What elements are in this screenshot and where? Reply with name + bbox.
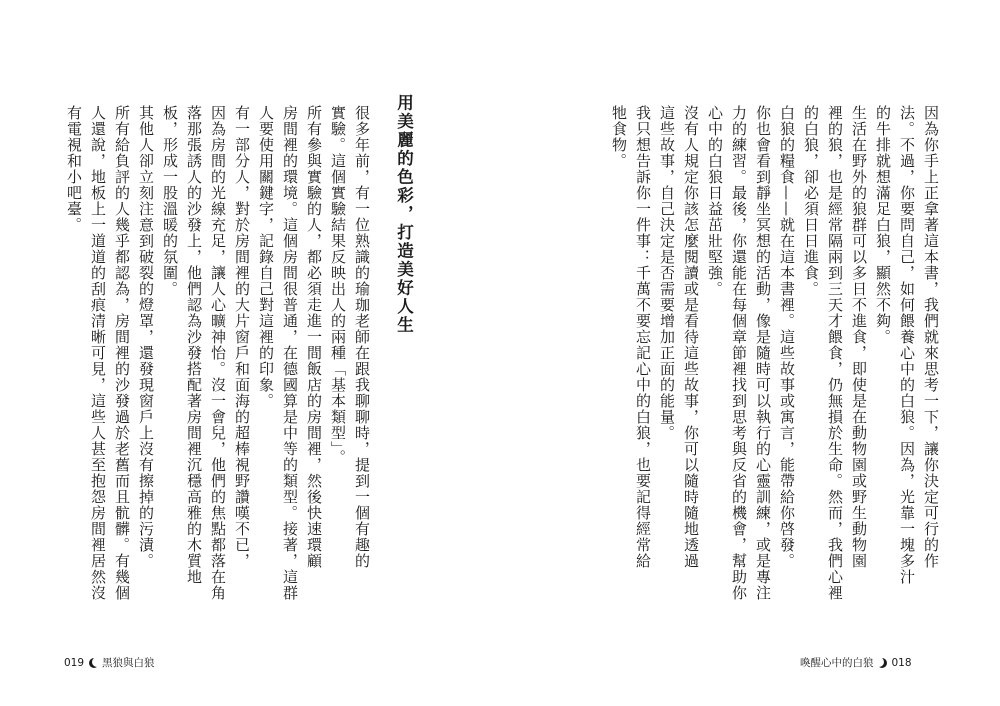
text-column: 板，形成一股溫暖的氛圍。: [161, 105, 179, 297]
text-column: 裡的狼，也是經常隔兩到三天才餵食，仍無損於生命。然而，我們心裡: [826, 105, 844, 601]
running-title: 喚醒心中的白狼: [800, 657, 874, 669]
text-column: 白狼的糧食——就在這本書裡。這些故事或寓言，能帶給你啓發。: [778, 105, 796, 569]
text-column: 心中的白狼日益茁壯堅強。: [706, 105, 724, 297]
page-footer-left: [64, 655, 155, 670]
text-column: 很多年前，有一位熟識的瑜珈老師在跟我聊聊時，提到一個有趣的: [353, 105, 371, 569]
section-heading: 用美麗的色彩，打造美好人生: [394, 94, 414, 335]
text-column: 力的練習。最後，你還能在每個章節裡找到思考與反省的機會，幫助你: [730, 105, 748, 601]
text-column: 因為房間的光線充足，讓人心曠神怡。沒一會兒，他們的焦點都落在角: [209, 105, 227, 601]
text-column: 因為你手上正拿著這本書，我們就來思考一下，讓你決定可行的作: [922, 105, 940, 569]
text-column: 實驗。這個實驗結果反映出人的兩種「基本類型」。: [329, 105, 347, 466]
text-column: 我只想告訴你一件事：千萬不要忘記心中的白狼，也要記得經常給: [634, 105, 652, 569]
text-column: 其他人卻立刻注意到破裂的燈罩，還發現窗戶上沒有擦掉的污漬。: [137, 105, 155, 569]
crescent-moon-icon: [89, 658, 97, 668]
text-column: 所有給負評的人幾乎都認為，房間裡的沙發過於老舊而且骯髒。有幾個: [113, 105, 131, 601]
text-column: 的白狼，卻必須日日進食。: [802, 105, 820, 297]
text-column: 人要使用關鍵字，記錄自己對這裡的印象。: [257, 105, 275, 409]
text-column: 房間裡的環境。這個房間很普通，在德國算是中等的類型。接著，這群: [281, 105, 299, 601]
text-column: 有電視和小吧臺。: [65, 105, 83, 233]
text-column: 牠食物。: [610, 105, 628, 169]
page-number: 018: [891, 656, 912, 669]
text-column: 所有參與實驗的人，都必須走進一間飯店的房間裡，然後快速環顧: [305, 105, 323, 569]
text-column: 你也會看到靜坐冥想的活動，像是隨時可以執行的心靈訓練，或是專注: [754, 105, 772, 601]
text-column: 生活在野外的狼群可以多日不進食，即使是在動物園或野生動物園: [850, 105, 868, 569]
text-column: 這些故事，自己決定是否需要增加正面的能量。: [658, 105, 676, 441]
page-footer-right: [800, 655, 912, 670]
page-number: 019: [64, 656, 85, 669]
right-page: [500, 0, 1000, 706]
text-column: 法。不過，你要問自己，如何餵養心中的白狼。因為，光靠一塊多汁: [898, 105, 916, 585]
text-column: 的牛排就想滿足白狼，顯然不夠。: [874, 105, 892, 345]
text-column: 人還說，地板上一道道的刮痕清晰可見，這些人甚至抱怨房間裡居然沒: [89, 105, 107, 601]
crescent-moon-icon: [879, 658, 887, 668]
running-title: 黑狼與白狼: [102, 657, 155, 669]
text-column: 沒有人規定你該怎麼閱讀或是看待這些故事，你可以隨時隨地透過: [682, 105, 700, 569]
text-column: 落那張誘人的沙發上，他們認為沙發搭配著房間裡沉穩高雅的木質地: [185, 105, 203, 585]
text-column: 有一部分人，對於房間裡的大片窗戶和面海的超棒視野讚嘆不已，: [233, 105, 251, 569]
